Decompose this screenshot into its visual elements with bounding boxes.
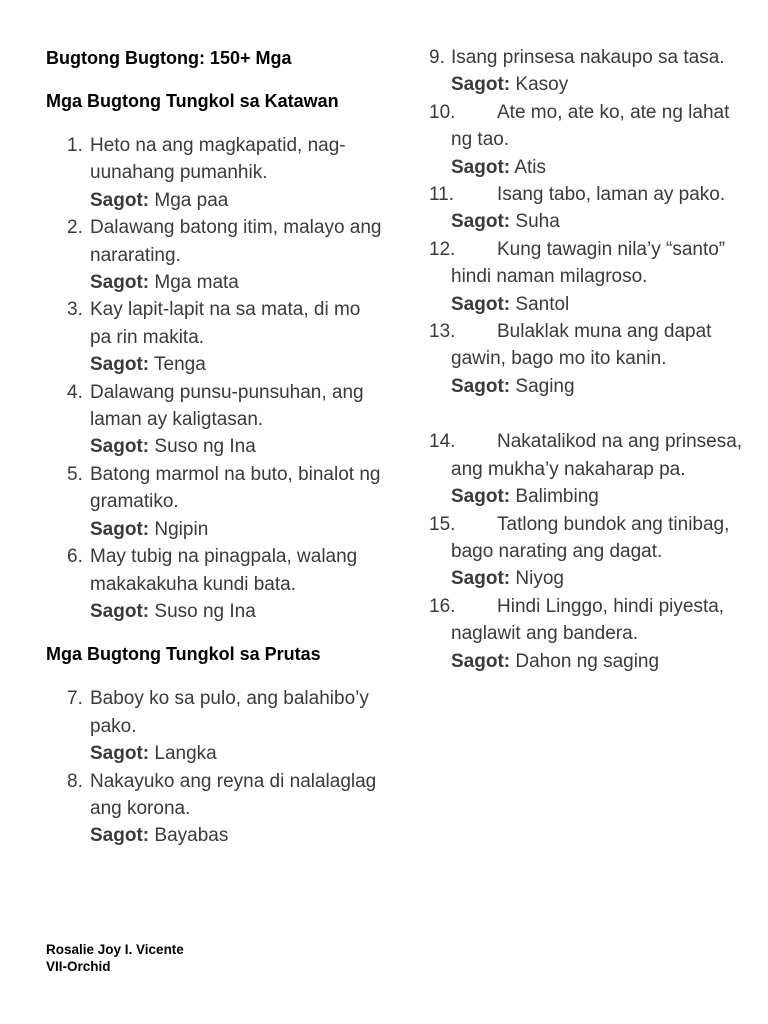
riddle-item [429, 99, 749, 181]
riddle-item [429, 428, 749, 510]
riddle-question: Tatlong bundok ang tinibag, bago narating ang dagat. [451, 513, 730, 562]
riddle-list-prutas [46, 685, 386, 849]
riddle-answer: Saging [515, 375, 575, 397]
answer-label: Sagot: [90, 825, 150, 847]
riddle-number: 7. [67, 688, 83, 710]
riddle-question: Isang prinsesa nakaupo sa tasa. [451, 47, 725, 68]
riddle-answer: Bayabas [154, 825, 229, 847]
riddle-answer: Suha [515, 211, 560, 233]
riddle-question: Baboy ko sa pulo, ang balahibo’y pako. [90, 688, 369, 737]
riddle-number: 1. [67, 135, 83, 156]
answer-label: Sagot: [451, 156, 511, 178]
riddle-question: Kay lapit-lapit na sa mata, di mo pa rin makita. [90, 299, 361, 348]
riddle-question: Nakatalikod na ang prinsesa, ang mukha’y nakaharap pa. [451, 431, 743, 480]
riddle-number: 4. [67, 381, 83, 403]
riddle-item [429, 181, 749, 236]
riddle-question: Heto na ang magkapatid, nag-uunahang pumanhik. [90, 135, 346, 184]
riddle-item [429, 236, 749, 318]
author-signature [46, 941, 184, 975]
riddle-question: May tubig na pinagpala, walang makakakuha kundi bata. [90, 546, 358, 595]
answer-label: Sagot: [90, 272, 150, 294]
riddle-item [46, 296, 386, 378]
left-column [46, 44, 386, 850]
answer-label: Sagot: [451, 211, 511, 233]
riddle-answer: Atis [514, 156, 547, 178]
riddle-answer: Santol [515, 293, 570, 315]
author-class: VII-Orchid [46, 959, 111, 974]
riddle-answer: Kasoy [515, 74, 569, 96]
riddle-list-katawan [46, 132, 386, 625]
riddle-question: Dalawang batong itim, malayo ang nararating. [90, 217, 382, 266]
riddle-number: 8. [67, 770, 83, 792]
riddle-number: 5. [67, 463, 83, 485]
author-name: Rosalie Joy I. Vicente [46, 942, 184, 957]
answer-label: Sagot: [90, 436, 150, 458]
riddle-number: 6. [67, 546, 83, 568]
riddle-number: 2. [67, 217, 83, 239]
riddle-number: 10. [429, 101, 456, 123]
riddle-item [46, 543, 386, 625]
riddle-number: 9. [429, 47, 445, 68]
answer-label: Sagot: [451, 486, 511, 508]
section-heading-katawan: Mga Bugtong Tungkol sa Katawan [46, 91, 339, 111]
riddle-number: 12. [429, 238, 456, 260]
riddle-answer: Ngipin [154, 518, 209, 540]
riddle-item [46, 768, 386, 850]
riddle-question: Kung tawagin nila’y “santo” hindi naman milagroso. [451, 238, 726, 288]
riddle-question: Batong marmol na buto, binalot ng gramatiko. [90, 463, 381, 513]
riddle-list-continued [429, 44, 749, 675]
riddle-answer: Mga mata [154, 272, 239, 294]
answer-label: Sagot: [451, 293, 511, 315]
riddle-answer: Suso ng Ina [154, 436, 256, 458]
answer-label: Sagot: [451, 650, 511, 672]
riddle-item [46, 214, 386, 296]
riddle-item [429, 44, 749, 99]
riddle-answer: Mga paa [154, 189, 229, 211]
section-heading-prutas: Mga Bugtong Tungkol sa Prutas [46, 644, 321, 665]
riddle-question: Ate mo, ate ko, ate ng lahat ng tao. [451, 101, 730, 151]
riddle-question: Bulaklak muna ang dapat gawin, bago mo ito kanin. [451, 321, 712, 370]
answer-label: Sagot: [90, 743, 150, 765]
riddle-number: 15. [429, 513, 456, 535]
answer-label: Sagot: [451, 568, 511, 590]
answer-label: Sagot: [90, 518, 150, 540]
right-column [429, 44, 749, 675]
riddle-item [429, 318, 749, 400]
answer-label: Sagot: [90, 600, 150, 622]
riddle-answer: Langka [154, 743, 217, 765]
riddle-question: Isang tabo, laman ay pako. [497, 184, 726, 206]
riddle-item [429, 593, 749, 675]
riddle-item [46, 461, 386, 543]
riddle-answer: Dahon ng saging [515, 650, 660, 672]
riddle-question: Hindi Linggo, hindi piyesta, naglawit ang bandera. [451, 595, 725, 645]
riddle-answer: Niyog [515, 568, 564, 590]
riddle-answer: Balimbing [515, 486, 599, 508]
riddle-answer: Suso ng Ina [154, 600, 256, 622]
riddle-number: 14. [429, 431, 456, 453]
riddle-item [429, 511, 749, 593]
answer-label: Sagot: [90, 354, 150, 376]
answer-label: Sagot: [90, 189, 150, 211]
riddle-answer: Tenga [154, 354, 206, 376]
riddle-number: 11. [429, 184, 455, 206]
page-title: Bugtong Bugtong: 150+ Mga [46, 48, 292, 68]
riddle-item [46, 132, 386, 214]
riddle-question: Dalawang punsu-punsuhan, ang laman ay kaligtasan. [90, 381, 364, 431]
answer-label: Sagot: [451, 375, 511, 397]
riddle-number: 13. [429, 321, 456, 343]
riddle-number: 16. [429, 595, 456, 617]
riddle-question: Nakayuko ang reyna di nalalaglag ang korona. [90, 770, 377, 819]
riddle-number: 3. [67, 299, 83, 321]
riddle-item [46, 685, 386, 767]
answer-label: Sagot: [451, 74, 511, 96]
riddle-item [46, 379, 386, 461]
